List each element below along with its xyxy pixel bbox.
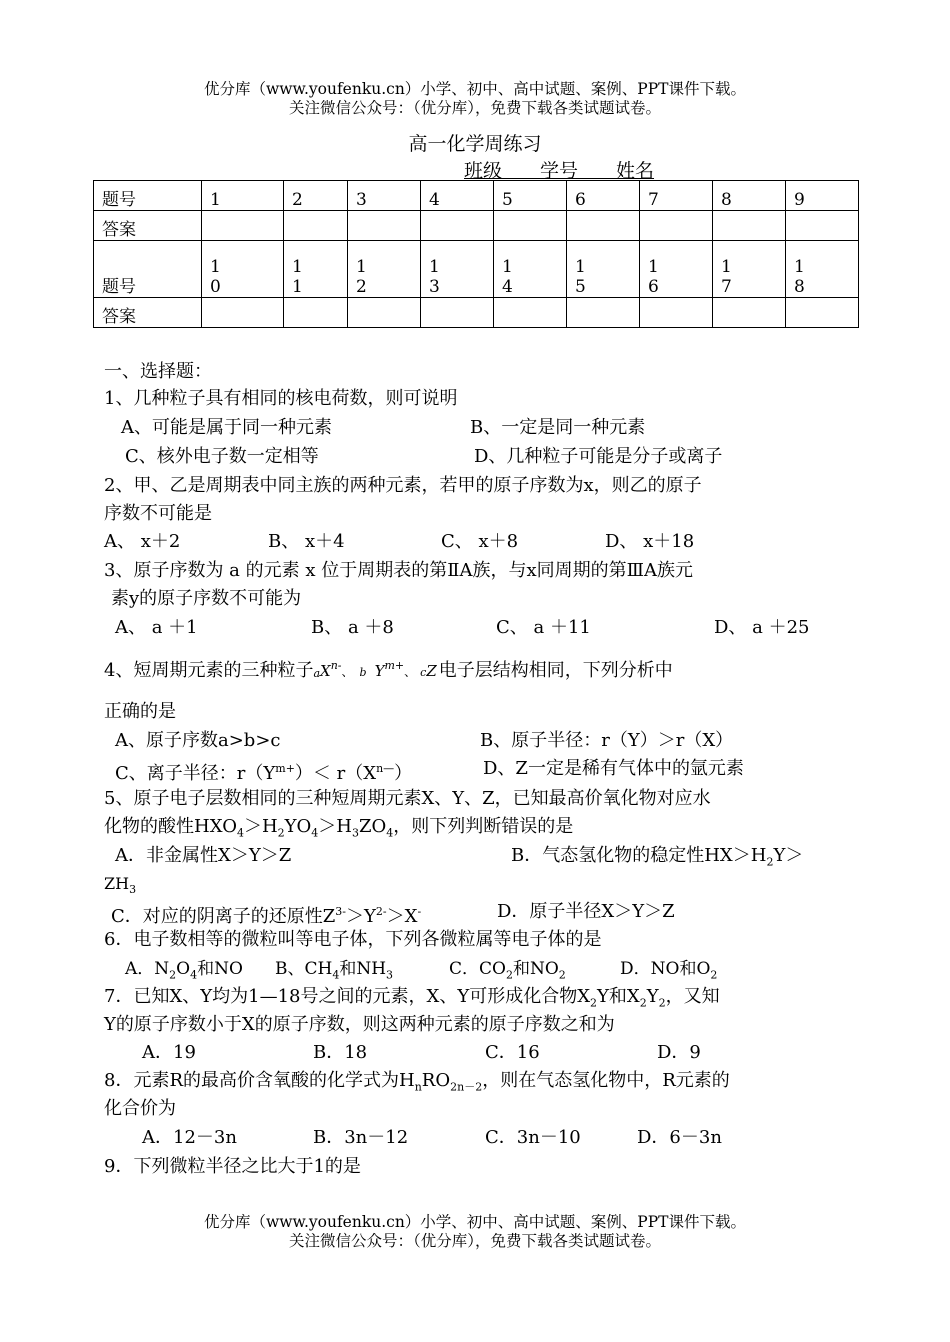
q8-option-a: A．12－3n [142,1127,237,1148]
q5-option-b: B．气态氢化物的稳定性$HX>H_2Y>$ [511,845,804,869]
q4-option-c: C、离子半径：$r(Y^{m+})< r(X^{n—})$ [115,762,413,784]
footer-line-1: 优分库（www.youfenku.cn）小学、初中、高中试题、案例、PPT课件下载。 [203,1213,747,1231]
section-heading: 一、选择题： [104,361,212,382]
table-row [94,181,859,211]
q6-option-c: C．$CO_2$和$NO_2$ [449,959,566,982]
question-7-stem-cont: Y的原子序数小于X的原子序数，则这两种元素的原子序数之和为 [104,1014,615,1035]
answer-cell[interactable] [786,298,859,328]
student-info-line: 班级 学号 姓名 [464,160,655,182]
answer-cell[interactable] [494,298,567,328]
question-number: 1 5 [567,241,640,298]
q1-option-a: A、可能是属于同一种元素 [121,417,332,438]
answer-cell[interactable] [421,298,494,328]
question-number: 8 [713,181,786,211]
question-number: 4 [421,181,494,211]
q6-option-b: B、$CH_4$和$NH_3$ [275,959,394,982]
question-number: 7 [640,181,713,211]
answer-cell[interactable] [713,211,786,241]
q8-option-d: D．6－3n [637,1127,722,1148]
q5-option-d: D．原子半径X＞Y＞Z [497,901,675,922]
question-number: 1 2 [348,241,421,298]
q7-option-a: A．19 [142,1042,196,1063]
answer-cell[interactable] [284,211,348,241]
answer-cell[interactable] [284,298,348,328]
answer-cell[interactable] [421,211,494,241]
question-2-stem-cont: 序数不可能是 [104,503,212,524]
question-number: 5 [494,181,567,211]
answer-cell[interactable] [713,298,786,328]
row-label: 答案 [94,298,202,328]
table-row [94,298,859,328]
page-title: 高一化学周练习 [408,133,542,155]
table-row [94,211,859,241]
q8-option-b: B．3n－12 [313,1127,409,1148]
question-number: 1 7 [713,241,786,298]
q5-option-c: C．对应的阴离子的还原性$Z^{3-}>Y^{2-}>X^-$ [111,905,422,927]
q2-option-d: D、 x＋18 [605,531,695,552]
q3-option-b: B、 a ＋8 [311,617,394,638]
answer-cell[interactable] [202,298,284,328]
answer-cell[interactable] [348,211,421,241]
q5-option-b-wrap: $ZH_3$ [104,874,137,897]
question-number: 6 [567,181,640,211]
answer-cell[interactable] [348,298,421,328]
answer-cell[interactable] [640,211,713,241]
q7-option-c: C．16 [485,1042,540,1063]
question-number: 1 1 [284,241,348,298]
q7-option-d: D．9 [657,1042,701,1063]
question-number: 2 [284,181,348,211]
question-5-stem-cont: 化物的酸性$HXO_4>H_2YO_4>H_3ZO_4$，则下列判断错误的是 [104,816,574,840]
footer-line-2: 关注微信公众号：（优分库），免费下载各类试题试卷。 [288,1232,661,1250]
answer-cell[interactable] [640,298,713,328]
question-number: 1 3 [421,241,494,298]
question-number: 1 6 [640,241,713,298]
table-row [94,241,859,298]
answer-cell[interactable] [567,298,640,328]
q7-option-b: B．18 [313,1042,368,1063]
q6-option-d: D．NO和$O_2$ [620,959,718,982]
question-number: 1 0 [202,241,284,298]
question-5-stem: 5、原子电子层数相同的三种短周期元素X、Y、Z，已知最高价氧化物对应水 [104,788,711,809]
q1-option-b: B、一定是同一种元素 [470,417,646,438]
q3-option-a: A、 a ＋1 [115,617,198,638]
q5-option-a: A．非金属性X＞Y＞Z [115,845,292,866]
header-line-2: 关注微信公众号：（优分库），免费下载各类试题试卷。 [288,99,661,117]
question-number: 1 [202,181,284,211]
q1-option-d: D、几种粒子可能是分子或离子 [474,446,723,467]
question-2-stem: 2、甲、乙是周期表中同主族的两种元素，若甲的原子序数为x，则乙的原子 [104,475,702,496]
question-3-stem-cont: 素y的原子序数不可能为 [111,588,302,609]
answer-cell[interactable] [494,211,567,241]
header-line-1: 优分库（www.youfenku.cn）小学、初中、高中试题、案例、PPT课件下载。 [203,80,747,98]
answer-cell[interactable] [202,211,284,241]
question-number: 9 [786,181,859,211]
q2-option-c: C、 x＋8 [441,531,519,552]
q4-option-a: A、原子序数a>b>c [115,730,281,751]
q4-option-d: D、Z一定是稀有气体中的氩元素 [483,758,744,779]
row-label: 题号 [94,181,202,211]
q3-option-c: C、 a ＋11 [496,617,591,638]
q6-option-a: A．$N_2O_4$和NO [125,959,243,982]
q2-option-b: B、 x＋4 [268,531,345,552]
question-9-stem: 9．下列微粒半径之比大于1的是 [104,1156,361,1177]
question-8-stem-cont: 化合价为 [104,1098,176,1119]
question-7-stem: 7．已知X、Y均为1—18号之间的元素，X、Y可形成化合物$X_2Y$和$X_2Y_2$，又知 [104,986,720,1010]
question-3-stem: 3、原子序数为 a 的元素 x 位于周期表的第ⅡA族，与x同周期的第ⅢA族元 [104,560,693,581]
row-label: 题号 [94,241,202,298]
question-number: 1 8 [786,241,859,298]
q4-option-b: B、原子半径：r（Y）＞r（X） [480,730,734,751]
question-1-stem: 1、几种粒子具有相同的核电荷数，则可说明 [104,388,458,409]
q2-option-a: A、 x＋2 [104,531,181,552]
answer-cell[interactable] [567,211,640,241]
answer-table [93,180,859,328]
q1-option-c: C、核外电子数一定相等 [125,446,319,467]
question-4-stem-cont: 正确的是 [104,701,176,722]
question-number: 3 [348,181,421,211]
question-number: 1 4 [494,241,567,298]
answer-cell[interactable] [786,211,859,241]
question-4-stem: 4、短周期元素的三种粒子$aX^{n-}$、 b $Y^{m+}$、 cZ 电子层结构相同，下列分析中 [104,659,673,681]
q3-option-d: D、 a ＋25 [714,617,810,638]
row-label: 答案 [94,211,202,241]
q8-option-c: C．3n－10 [485,1127,581,1148]
question-8-stem: 8．元素R的最高价含氧酸的化学式为$H_nRO_{2n-2}$，则在气态氢化物中，R元素的 [104,1070,730,1094]
question-6-stem: 6．电子数相等的微粒叫等电子体，下列各微粒属等电子体的是 [104,929,602,950]
